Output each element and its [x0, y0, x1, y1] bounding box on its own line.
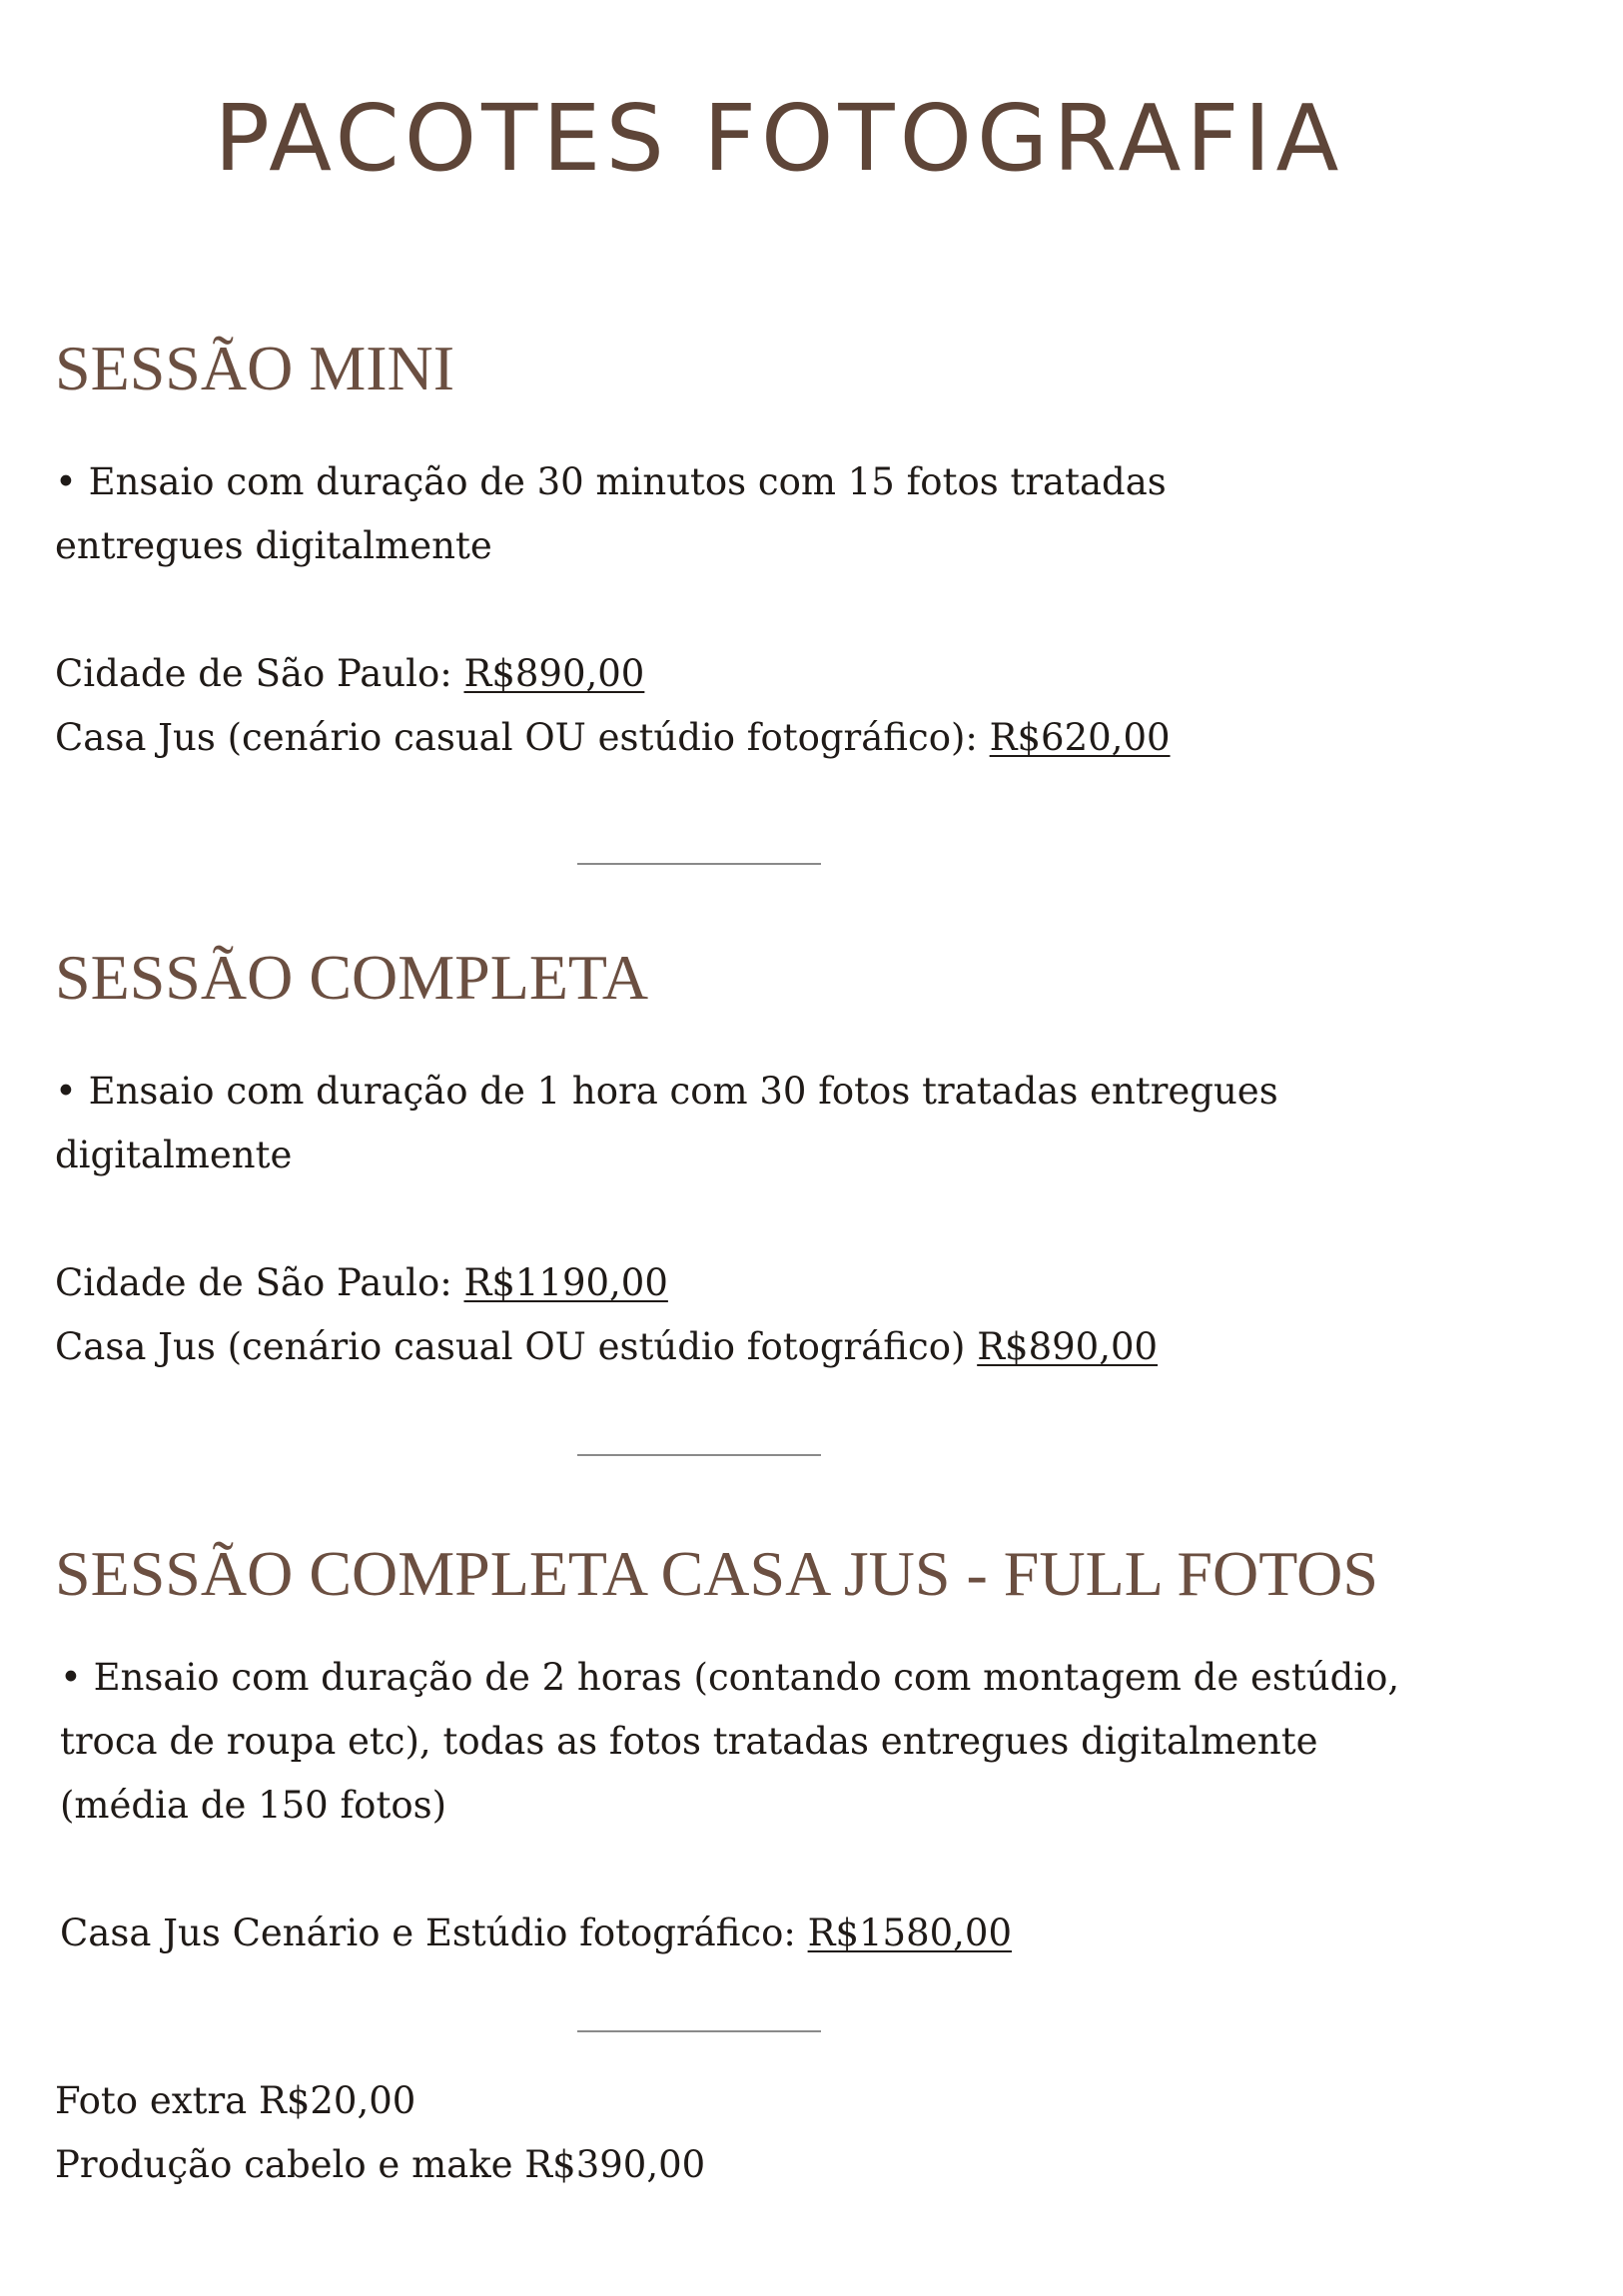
- section-body-full-fotos: [60, 1646, 1399, 1965]
- description-line: • Ensaio com duração de 2 horas (contando com montagem de estúdio,: [60, 1656, 1400, 1699]
- price-label: Cidade de São Paulo:: [55, 1261, 464, 1304]
- price-label: Cidade de São Paulo:: [55, 652, 464, 695]
- description-line: (média de 150 fotos): [60, 1784, 447, 1827]
- price-line: [55, 1315, 1278, 1379]
- price-line: [55, 706, 1171, 770]
- extra-item: Foto extra R$20,00: [55, 2079, 416, 2122]
- description-line: digitalmente: [55, 1134, 293, 1176]
- section-body-completa: [55, 1060, 1278, 1379]
- description-line: • Ensaio com duração de 30 minutos com 15 fotos tratadas: [55, 460, 1167, 503]
- price-line: [55, 642, 1171, 706]
- section-heading-full-fotos: SESSÃO COMPLETA CASA JUS - FULL FOTOS: [55, 1538, 1378, 1609]
- price-label: Casa Jus Cenário e Estúdio fotográfico:: [60, 1912, 808, 1954]
- price-value: R$620,00: [989, 716, 1171, 759]
- price-value: R$1580,00: [807, 1912, 1013, 1954]
- page-title: PACOTES FOTOGRAFIA: [214, 85, 1344, 192]
- description-line: troca de roupa etc), todas as fotos tratadas entregues digitalmente: [60, 1720, 1318, 1763]
- description-line: • Ensaio com duração de 1 hora com 30 fotos tratadas entregues: [55, 1070, 1278, 1113]
- spacer: [60, 1838, 1399, 1902]
- price-label: Casa Jus (cenário casual OU estúdio fotográfico):: [55, 716, 990, 759]
- section-divider: [577, 1454, 821, 1456]
- price-line: [55, 1251, 1278, 1315]
- extra-item: Produção cabelo e make R$390,00: [55, 2143, 706, 2186]
- section-heading-mini: SESSÃO MINI: [55, 333, 455, 403]
- price-value: R$890,00: [463, 652, 645, 695]
- price-value: R$1190,00: [463, 1261, 668, 1304]
- price-value: R$890,00: [977, 1325, 1159, 1368]
- price-label: Casa Jus (cenário casual OU estúdio fotográfico): [55, 1325, 978, 1368]
- description-line: entregues digitalmente: [55, 524, 492, 567]
- extras-list: [55, 2069, 705, 2197]
- price-line: [60, 1902, 1399, 1965]
- spacer: [55, 1187, 1278, 1251]
- section-heading-completa: SESSÃO COMPLETA: [55, 942, 649, 1013]
- spacer: [55, 578, 1171, 642]
- section-divider: [577, 2030, 821, 2032]
- section-divider: [577, 863, 821, 865]
- section-body-mini: [55, 450, 1171, 770]
